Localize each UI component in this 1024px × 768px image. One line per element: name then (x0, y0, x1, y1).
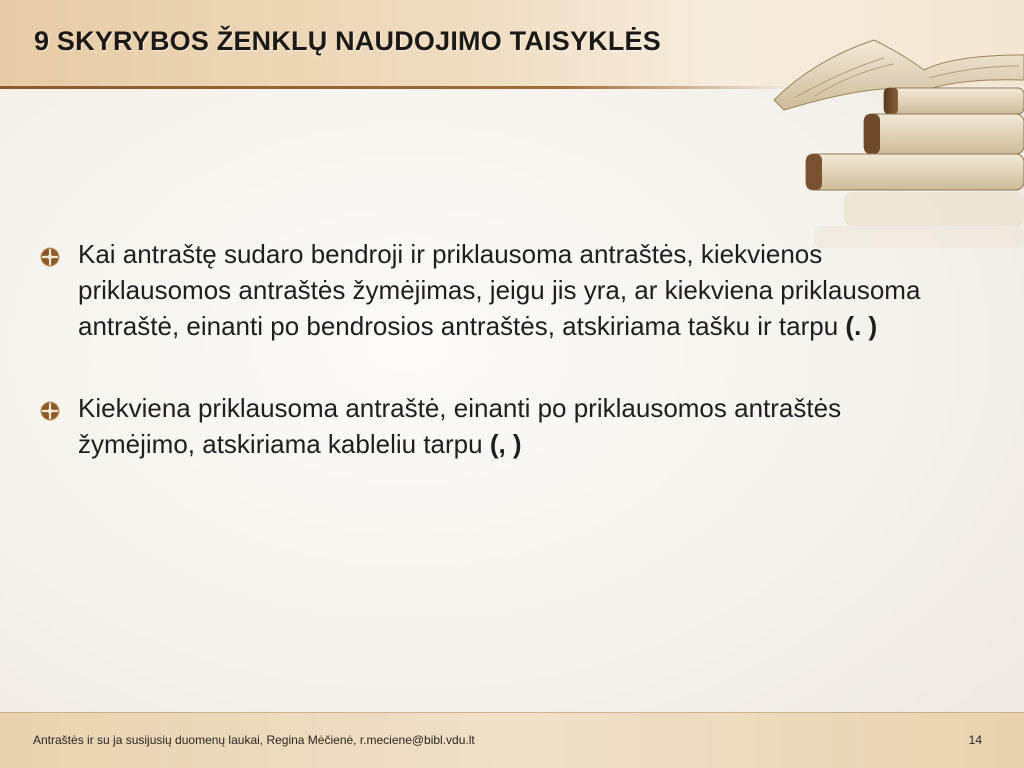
page-number: 14 (968, 733, 982, 747)
footer-text: Antraštės ir su ja susijusių duomenų laukai, Regina Mėčienė, r.meciene@bibl.vdu.lt (33, 733, 475, 747)
bullet-text: Kiekviena priklausoma antraštė, einanti po priklausomos antraštės žymėjimo, atskiriama kableliu tarpu (, ) (78, 393, 842, 459)
bullet-list (40, 236, 960, 462)
flower-bullet-icon (40, 401, 60, 421)
punctuation-example: (, ) (489, 429, 522, 459)
slide-title: 9 SKYRYBOS ŽENKLŲ NAUDOJIMO TAISYKLĖS (34, 26, 661, 56)
stacked-books-image (754, 0, 1024, 250)
bullet-item (40, 236, 960, 344)
punctuation-example: (. ) (845, 311, 878, 341)
flower-bullet-icon (40, 247, 60, 267)
bullet-text: Kai antraštę sudaro bendroji ir priklausoma antraštės, kiekvienos priklausomos antraštės žymėjimas, jeigu jis yra, ar kiekviena priklausoma antraštė, einanti po bendrosios antraštės, atskiriama tašku ir tarpu (. ) (78, 239, 921, 341)
title-underline (0, 86, 800, 89)
bullet-item (40, 390, 960, 462)
